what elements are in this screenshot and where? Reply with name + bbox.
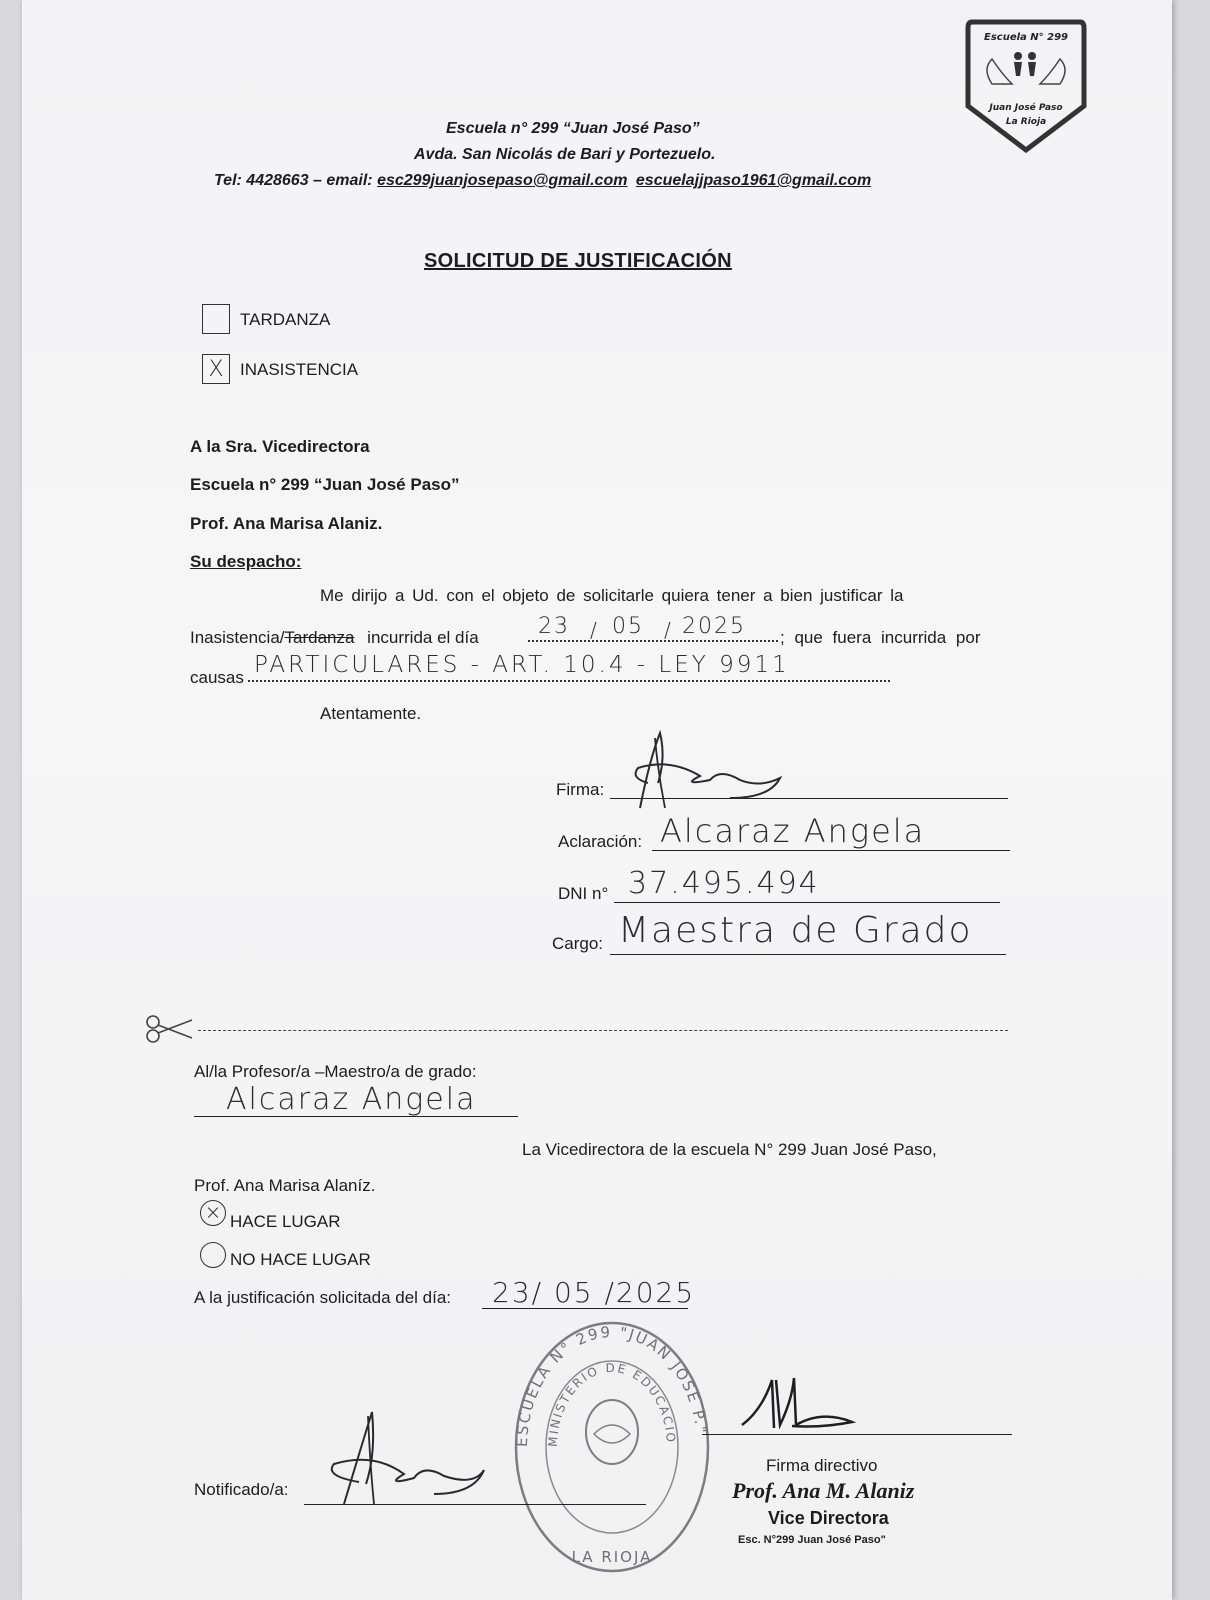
hace-lugar-label: HACE LUGAR — [230, 1212, 341, 1231]
addressee-line-2: Escuela n° 299 “Juan José Paso” — [190, 475, 460, 494]
official-seal — [502, 1312, 722, 1582]
response-date-label: A la justificación solicitada del día: — [194, 1288, 452, 1307]
addressee-line-4: Su despacho: — [190, 552, 302, 571]
closing: Atentamente. — [320, 704, 422, 723]
date-year: 2025 — [682, 614, 746, 639]
date-dots — [528, 640, 778, 642]
date-sep-2: / — [664, 618, 673, 642]
svg-text:La Rioja: La Rioja — [1005, 117, 1047, 127]
radio-mark: × — [204, 1200, 222, 1224]
cut-line — [198, 1030, 1008, 1031]
body-paragraph: Me dirijo a Ud. con el objeto de solicitarle quiera tener a bien justificar la — [320, 586, 904, 605]
date-sep-1: / — [590, 618, 599, 642]
addressee-line-1: A la Sra. Vicedirectora — [190, 437, 370, 456]
addressee-line-3: Prof. Ana Marisa Alaniz. — [190, 514, 383, 533]
inasistencia-word: Inasistencia/ — [190, 628, 285, 647]
hace-lugar-radio[interactable] — [200, 1200, 226, 1226]
dni-label: DNI n° — [558, 884, 609, 903]
dni-line — [614, 902, 1000, 903]
aclaracion-label: Aclaración: — [558, 832, 643, 851]
inasistencia-checkbox[interactable] — [202, 354, 230, 384]
notificado-signature — [304, 1404, 494, 1514]
document-title: SOLICITUD DE JUSTIFICACIÓN — [424, 250, 732, 272]
causas-value: PARTICULARES - ART. 10.4 - LEY 9911 — [254, 652, 790, 678]
seal-bottom-text: LA RIOJA — [571, 1548, 653, 1566]
date-day: 23 — [538, 614, 570, 639]
response-from-name: Prof. Ana Marisa Alaníz. — [194, 1176, 376, 1195]
firma-label: Firma: — [556, 780, 605, 799]
cargo-label: Cargo: — [552, 934, 604, 953]
date-month: 05 — [612, 614, 644, 639]
response-to-value: Alcaraz Angela — [226, 1082, 477, 1117]
inasistencia-label: INASISTENCIA — [240, 360, 359, 379]
cargo-value: Maestra de Grado — [618, 910, 973, 951]
seal-inner-text: MINISTERIO DE EDUCACIO — [545, 1360, 679, 1448]
header-phone: Tel: 4428663 – email: — [214, 172, 373, 189]
response-date-value: 23/ 05 /2025 — [492, 1276, 696, 1309]
header-email-1: esc299juanjosepaso@gmail.com — [377, 172, 628, 189]
header-contact — [214, 172, 871, 190]
dni-value: 37.495.494 — [628, 866, 820, 901]
header-school: Escuela n° 299 “Juan José Paso” — [446, 120, 700, 137]
teacher-signature — [610, 728, 790, 818]
school-logo — [962, 14, 1090, 156]
incurrida-text: incurrida el día — [367, 628, 479, 647]
director-stamp-role: Vice Directora — [768, 1508, 889, 1528]
checkbox-mark: X — [208, 357, 224, 382]
notificado-label: Notificado/a: — [194, 1480, 289, 1499]
causas-label: causas — [190, 668, 244, 687]
cargo-line — [610, 954, 1006, 955]
director-signature — [732, 1370, 862, 1440]
no-hace-lugar-label: NO HACE LUGAR — [230, 1250, 371, 1269]
scissors-icon — [144, 1012, 196, 1046]
director-stamp-name: Prof. Ana M. Alaniz — [732, 1478, 915, 1503]
tardanza-checkbox[interactable] — [202, 304, 230, 334]
director-stamp-school: Esc. N°299 Juan José Paso" — [738, 1534, 886, 1546]
svg-text:ESCUELA N° 299 "JUAN JOSE P." — [513, 1323, 711, 1447]
aclaracion-line — [652, 850, 1010, 851]
response-to-label: Al/la Profesor/a –Maestro/a de grado: — [194, 1062, 477, 1081]
seal-outer-text: ESCUELA N° 299 "JUAN JOSE P." — [512, 1322, 711, 1448]
body-tail: ; que fuera incurrida por — [780, 628, 981, 647]
no-hace-lugar-radio[interactable] — [200, 1242, 226, 1268]
header-address: Avda. San Nicolás de Bari y Portezuelo. — [414, 146, 716, 163]
tardanza-word: Tardanza — [284, 628, 355, 647]
svg-text:Juan José Paso: Juan José Paso — [989, 103, 1063, 113]
header-email-2: escuelajjpaso1961@gmail.com — [635, 172, 872, 189]
aclaracion-value: Alcaraz Angela — [660, 812, 926, 850]
document-sheet — [22, 0, 1172, 1600]
svg-text:Escuela N° 299: Escuela N° 299 — [984, 32, 1068, 43]
response-from-line: La Vicedirectora de la escuela N° 299 Juan José Paso, — [522, 1140, 937, 1159]
firma-directivo-label: Firma directivo — [766, 1456, 878, 1475]
tardanza-label: TARDANZA — [240, 310, 331, 329]
causas-dots — [248, 680, 890, 682]
